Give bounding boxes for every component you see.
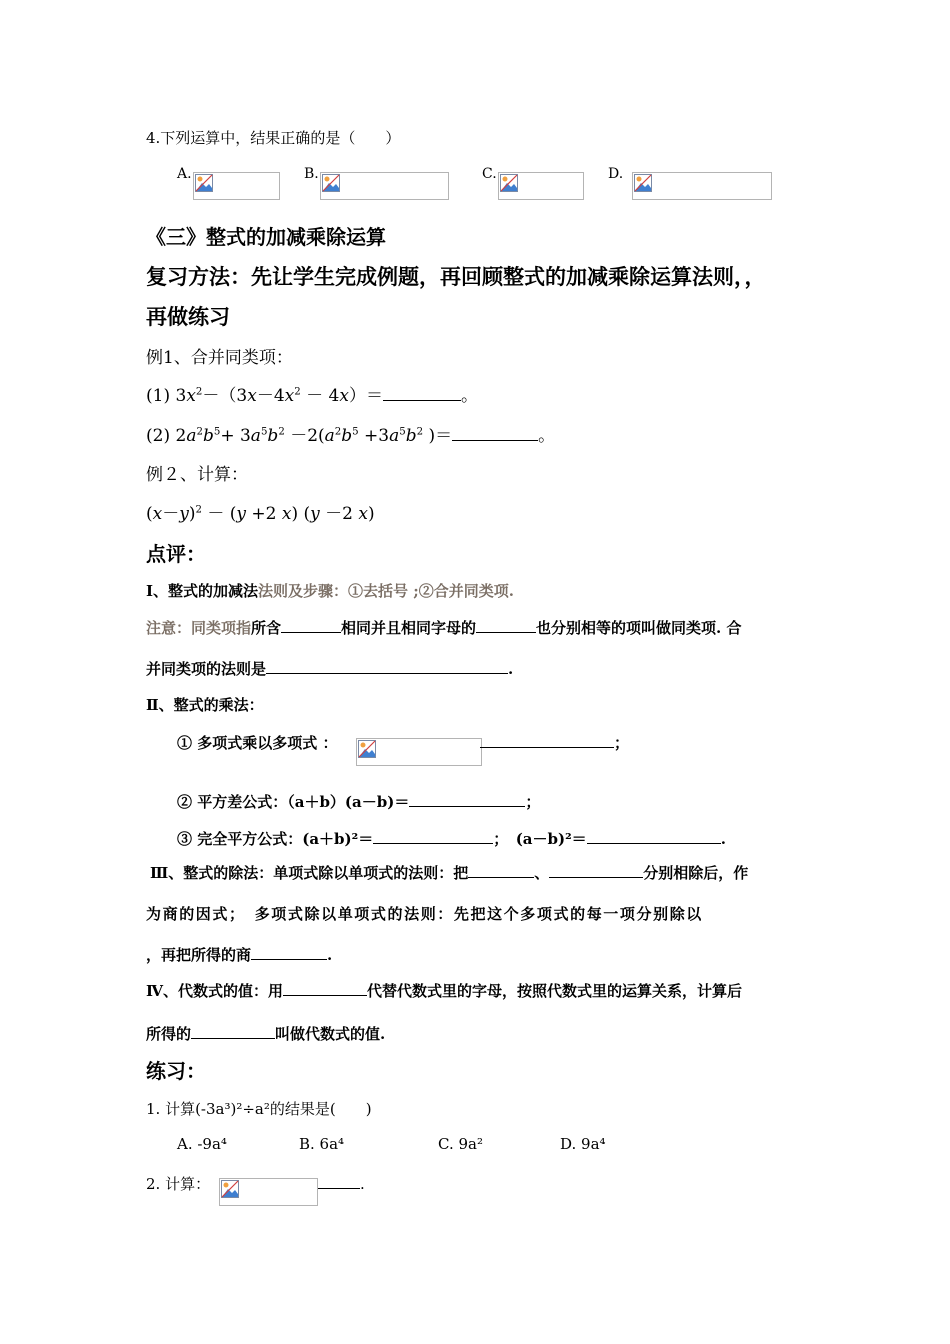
rule-3: Ⅲ、整式的除法：单项式除以单项式的法则：把 、 分别相除后，作 [150, 864, 749, 882]
rule-4-line2: 所得的 叫做代数式的值. [146, 1025, 386, 1043]
blank[interactable] [549, 862, 643, 878]
option-a-image [193, 172, 280, 200]
broken-image-icon [500, 174, 518, 192]
rule-2-2: ② 平方差公式：（a＋b）(a－b)＝ ； [177, 793, 541, 811]
broken-image-icon [634, 174, 652, 192]
blank[interactable] [476, 617, 536, 633]
rule-2: Ⅱ、整式的乘法： [146, 696, 264, 714]
option-d-image [632, 172, 772, 200]
practice-question-1: 1. 计算(-3a³)²÷a²的结果是( ) [146, 1100, 372, 1118]
rule-3-line2: 为商的因式； 多项式除以单项式的法则：先把这个多项式的每一项分别除以 [146, 905, 703, 923]
rule-3-line3: ，再把所得的商 . [146, 946, 333, 964]
review-method-line2: 再做练习 [146, 304, 230, 329]
broken-image-icon [195, 174, 213, 192]
option-b-image [320, 172, 449, 200]
blank[interactable] [266, 658, 508, 674]
blank[interactable] [373, 828, 493, 844]
blank[interactable] [251, 944, 327, 960]
note-like-terms: 注意：同类项指所含 相同并且相同字母的 也分别相等的项叫做同类项. 合 [146, 619, 742, 637]
rule-2-1: ① 多项式乘以多项式 ： [177, 734, 338, 752]
blank[interactable] [468, 862, 534, 878]
example-2-expression: $(x-y)^2 - (y +2$ x) (y －2 x) [146, 504, 375, 524]
option-b-label: B. [304, 166, 319, 182]
blank[interactable] [480, 732, 614, 748]
part-number: (1) [146, 386, 171, 406]
formula-image [356, 738, 482, 766]
comment-title: 点评： [146, 542, 206, 566]
section-title: 《三》整式的加减乘除运算 [146, 225, 386, 249]
blank[interactable] [191, 1023, 275, 1039]
blank[interactable] [318, 1173, 360, 1189]
option-d-label: D. [608, 166, 624, 182]
rule-4: Ⅳ、代数式的值：用 代替代数式里的字母，按照代数式里的运算关系，计算后 [146, 982, 743, 1000]
option-c-image [498, 172, 584, 200]
question-4: 4.下列运算中，结果正确的是（ ） [146, 129, 401, 147]
review-method-line1: 复习方法：先让学生完成例题，再回顾整式的加减乘除运算法则，， [146, 264, 766, 289]
q1-option-b: B. 6a⁴ [299, 1135, 345, 1153]
answer-blank[interactable] [383, 383, 461, 401]
part-number: (2) [146, 426, 171, 446]
q1-option-a: A. -9a⁴ [177, 1135, 227, 1153]
rule-2-3: ③ 完全平方公式：(a＋b)²＝ ； (a－b)²＝ . [177, 830, 726, 848]
q1-option-c: C. 9a² [438, 1135, 483, 1153]
example-2-title: 例２、计算： [146, 465, 248, 485]
example-1-part-1: (1) $3x^2-(3x-4x^2 - 4x)=$ 。 [146, 381, 478, 406]
broken-image-icon [358, 740, 376, 758]
rule-2-1-blank: ； [480, 732, 629, 753]
q2-blank: . [318, 1173, 365, 1193]
blank[interactable] [283, 980, 367, 996]
answer-blank[interactable] [452, 423, 538, 441]
broken-image-icon [221, 1180, 239, 1198]
broken-image-icon [322, 174, 340, 192]
expression: $3x^2-(3x-4x^2 - 4x)=$ [175, 386, 383, 406]
blank[interactable] [409, 791, 525, 807]
blank[interactable] [281, 617, 341, 633]
example-1-part-2: (2) $2a^2b^5+ 3a^5b^2 -2(a^2b^5 +3a^5b^2$ )＝ 。 [146, 421, 555, 446]
q1-option-d: D. 9a⁴ [560, 1135, 606, 1153]
example-1-title: 例1、合并同类项： [146, 348, 293, 368]
blank[interactable] [587, 828, 721, 844]
practice-title: 练习： [146, 1059, 206, 1083]
option-a-label: A. [177, 166, 192, 182]
option-c-label: C. [482, 166, 497, 182]
expression: $2a^2b^5+ 3a^5b^2 -2(a^2b^5 +3a^5b^2$ )＝ [175, 426, 453, 446]
rule-1: Ⅰ、整式的加减法法则及步骤：①去括号 ;②合并同类项. [146, 582, 515, 600]
combine-rule: 并同类项的法则是 . [146, 660, 514, 678]
practice-question-2: 2. 计算： [146, 1175, 211, 1193]
q2-formula-image [219, 1178, 318, 1206]
